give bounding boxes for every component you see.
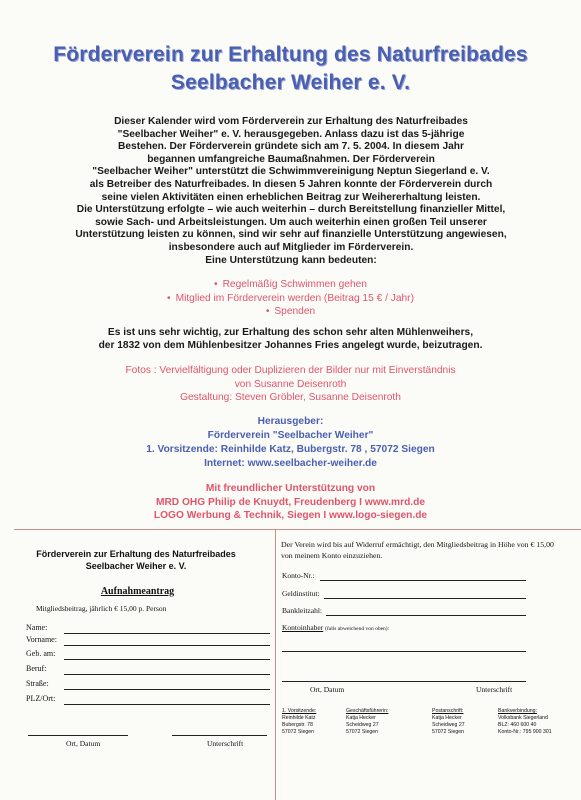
city-field[interactable] bbox=[64, 704, 270, 705]
list-item: • Regelmäßig Schwimmen gehen bbox=[214, 279, 367, 290]
intro-line: begannen umfangreiche Baumaßnahmen. Der Förderverein bbox=[147, 153, 435, 165]
intro-line: Bestehen. Der Förderverein gründete sich am 7. 5. 2004. In diesem Jahr bbox=[118, 141, 464, 153]
bank-code-label: Bankleitzahl: bbox=[282, 606, 322, 615]
page-title: Förderverein zur Erhaltung des Naturfreibades bbox=[53, 43, 528, 66]
account-holder-label: Kontoinhaber (falls abweichend von oben): bbox=[282, 623, 390, 632]
job-field[interactable] bbox=[64, 674, 270, 675]
bullet-icon: • bbox=[167, 292, 171, 304]
street-field[interactable] bbox=[64, 689, 270, 690]
signature-label: Unterschrift bbox=[207, 739, 244, 748]
website-link[interactable]: Internet: www.seelbacher-weiher.de bbox=[204, 458, 377, 469]
intro-text bbox=[44, 116, 538, 267]
intro-line: Dieser Kalender wird vom Förderverein zur Erhaltung des Naturfreibades bbox=[114, 116, 468, 127]
intro-line: Eine Unterstützung kann bedeuten: bbox=[205, 254, 377, 266]
name-field[interactable] bbox=[64, 633, 270, 634]
importance-text: Es ist uns sehr wichtig, zur Erhaltung des schon sehr alten Mühlenweihers, der 1832 von dem Mühlenbesitzer Johannes Fries angelegt wurde, beizutragen. bbox=[98, 327, 483, 351]
footer-postal: Postanschrift: Katja Hecker Scheidweg 27 57072 Siegen bbox=[432, 708, 465, 735]
sponsor-logo[interactable]: LOGO Werbung & Technik, Siegen I www.logo-siegen.de bbox=[153, 510, 428, 521]
page-subtitle: Seelbacher Weiher e. V. bbox=[170, 71, 411, 94]
city-label: PLZ/Ort: bbox=[26, 694, 56, 703]
bank-field[interactable] bbox=[324, 598, 526, 599]
account-holder-field[interactable] bbox=[282, 651, 526, 652]
cut-line-horizontal bbox=[14, 529, 581, 530]
name-label: Name: bbox=[26, 623, 48, 632]
footer-bank: Bankverbindung: Volksbank Siegerland BLZ: 460 600 40 Konto-Nr.: 795 900 301 bbox=[498, 708, 552, 735]
right-signature-label: Unterschrift bbox=[476, 685, 513, 694]
intro-line: insbesondere auch auf Mitglieder im Förderverein. bbox=[168, 241, 414, 253]
account-number-field[interactable] bbox=[320, 580, 526, 581]
intro-line: Unterstützung leisten zu können, sind wir sehr auf finanzielle Unterstützung angewiesen, bbox=[75, 229, 507, 241]
birthdate-label: Geb. am: bbox=[26, 649, 56, 658]
support-options-list bbox=[0, 278, 581, 319]
date-signature-field[interactable] bbox=[28, 735, 128, 736]
account-number-label: Konto-Nr.: bbox=[282, 571, 315, 580]
bullet-icon: • bbox=[214, 279, 218, 290]
form-title: Förderverein zur Erhaltung des Naturfreibades Seelbacher Weiher e. V. bbox=[36, 549, 236, 571]
date-label: Ort, Datum bbox=[66, 739, 101, 748]
footer-manager: Geschäftsführerin: Katja Hecker Scheidweg 27 57072 Siegen bbox=[346, 708, 389, 735]
intro-line: "Seelbacher Weiher" unterstützt die Schwimmvereinigung Neptun Siegerland e. V. bbox=[92, 166, 490, 178]
bank-label: Geldinstitut: bbox=[282, 589, 320, 598]
bank-code-field[interactable] bbox=[326, 615, 526, 616]
intro-line: sowie Sach- und Arbeitsleistungen. Um auch weiterhin einen großen Teil unserer bbox=[95, 216, 487, 228]
sponsor-mrd[interactable]: MRD OHG Philip de Knuydt, Freudenberg I www.mrd.de bbox=[155, 496, 426, 508]
intro-line: "Seelbacher Weiher" e. V. herausgegeben. Anlass dazu ist das 5-jährige bbox=[117, 128, 465, 140]
photo-credits: Fotos : Vervielfältigung oder Duplizieren der Bilder nur mit Einverständnis von Susanne Deisenroth Gestaltung: Steven Gröbler, Susanne Deisenroth bbox=[125, 365, 456, 403]
list-item: • Spenden bbox=[265, 306, 316, 317]
intro-line: seine vielen Aktivitäten einen erheblichen Beitrag zur Weihererhaltung leisten. bbox=[101, 191, 481, 203]
vorname-label: Vorname: bbox=[26, 635, 57, 644]
list-item: • Mitglied im Förderverein werden (Beitrag 15 € / Jahr) bbox=[167, 292, 414, 304]
signature-field[interactable] bbox=[172, 735, 267, 736]
publisher-info: Herausgeber: Förderverein "Seelbacher Weiher" 1. Vorsitzende: Reinhilde Katz, Bubergstr. 78 , 57072 Siegen Internet: www.seelbacher-weiher.de bbox=[0, 415, 581, 471]
form-heading: Aufnahmeantrag bbox=[100, 586, 175, 597]
intro-line: Die Unterstützung erfolgte – wie auch weiterhin – durch Bereitstellung finanzieller Mittel, bbox=[76, 204, 506, 216]
membership-fee: Mitgliedsbeitrag, jährlich € 15,00 p. Person bbox=[36, 604, 167, 613]
cut-line-vertical bbox=[275, 529, 276, 800]
bullet-icon: • bbox=[265, 306, 270, 317]
intro-line: als Betreiber des Naturfreibades. In diesen 5 Jahren konnte der Förderverein durch bbox=[89, 178, 493, 190]
job-label: Beruf: bbox=[26, 664, 47, 673]
birthdate-field[interactable] bbox=[64, 659, 270, 660]
debit-authorization-text: Der Verein wird bis auf Widerruf ermächtigt, den Mitgliedsbeitrag in Höhe von € 15,00 von meinem Konto einzuziehen. bbox=[281, 540, 554, 560]
vorname-field[interactable] bbox=[64, 645, 270, 646]
right-date-label: Ort, Datum bbox=[310, 685, 345, 694]
sponsors: Mit freundlicher Unterstützung von MRD OHG Philip de Knuydt, Freudenberg I www.mrd.de LOGO Werbung & Technik, Siegen I www.logo-siegen.de bbox=[0, 482, 581, 523]
account-holder-field-2[interactable] bbox=[282, 681, 526, 682]
street-label: Straße: bbox=[26, 679, 49, 688]
footer-chair: 1. Vorsitzende: Reinhilde Katz Bubergstr. 78 57072 Siegen bbox=[282, 708, 317, 735]
